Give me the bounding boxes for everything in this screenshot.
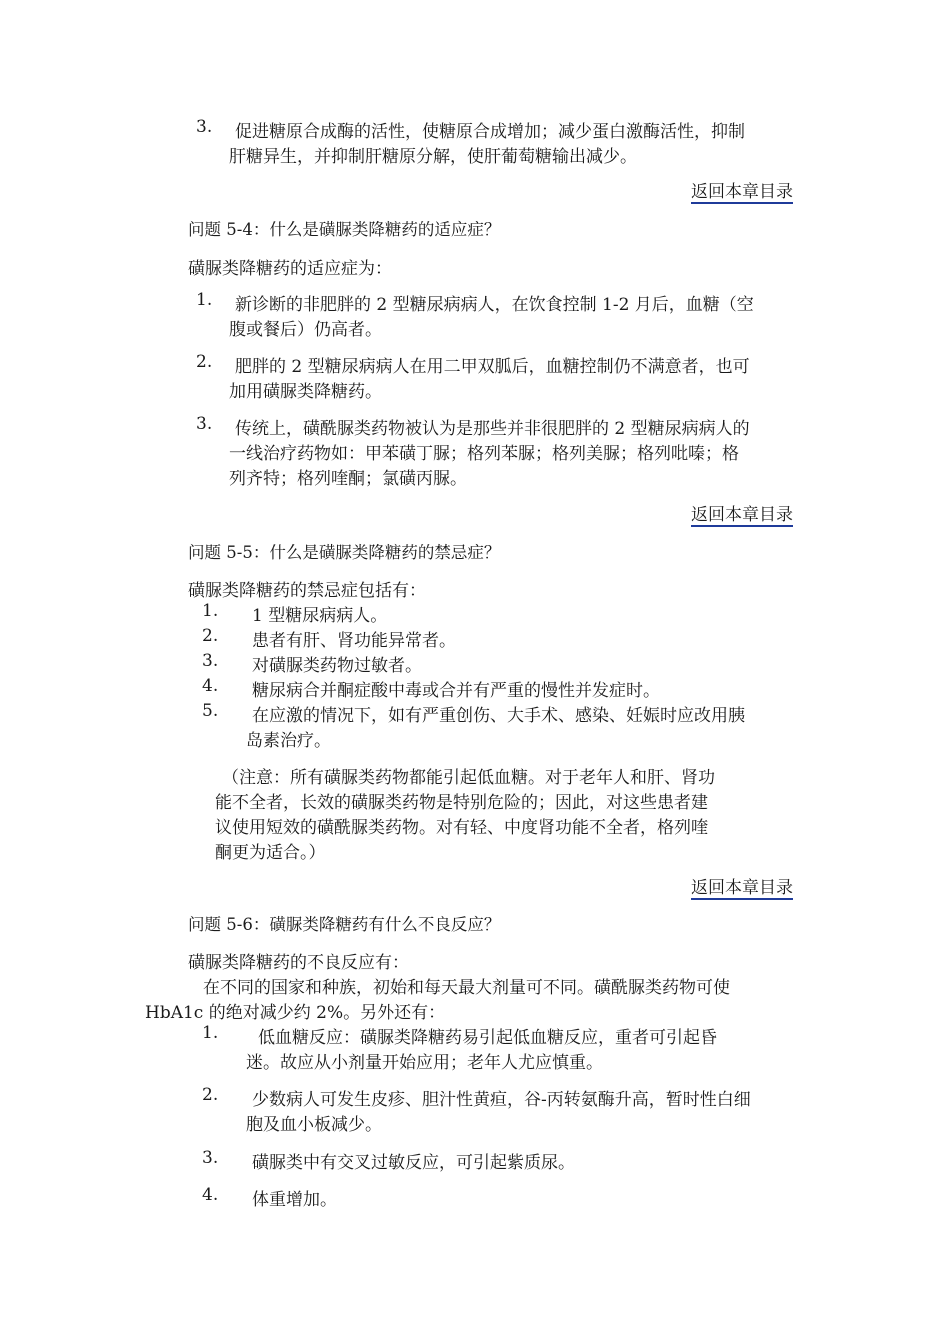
list-item-text: 腹或餐后）仍高者。 xyxy=(229,320,382,340)
return-to-toc-link[interactable]: 返回本章目录 xyxy=(691,505,793,525)
list-number: 2. xyxy=(196,352,213,372)
list-number: 1. xyxy=(202,1023,219,1043)
list-number: 1. xyxy=(196,290,213,310)
list-item-text: 1 型糖尿病病人。 xyxy=(252,606,388,626)
list-number: 3. xyxy=(202,1148,219,1168)
list-item-text: 岛素治疗。 xyxy=(246,731,331,751)
question-heading: 问题 5-4：什么是磺脲类降糖药的适应症？ xyxy=(188,220,501,239)
section-lead: 磺脲类降糖药的禁忌症包括有： xyxy=(188,581,426,601)
list-item-text: 在应激的情况下，如有严重创伤、大手术、感染、妊娠时应改用胰 xyxy=(252,706,745,726)
list-number: 4. xyxy=(202,676,219,696)
list-number: 2. xyxy=(202,626,219,646)
list-number: 3. xyxy=(202,651,219,671)
list-number: 1. xyxy=(202,601,219,621)
list-item-text: 对磺脲类药物过敏者。 xyxy=(252,656,422,676)
list-item-text: 肝糖异生，并抑制肝糖原分解，使肝葡萄糖输出减少。 xyxy=(229,147,637,167)
list-number: 2. xyxy=(202,1085,219,1105)
section-lead: 磺脲类降糖药的不良反应有： xyxy=(188,953,409,973)
list-item-text: 列齐特；格列喹酮；氯磺丙脲。 xyxy=(229,469,467,489)
list-item-text: 体重增加。 xyxy=(252,1190,337,1210)
list-item-text: 促进糖原合成酶的活性，使糖原合成增加；减少蛋白激酶活性，抑制 xyxy=(235,122,745,142)
list-item-text: 糖尿病合并酮症酸中毒或合并有严重的慢性并发症时。 xyxy=(252,681,660,701)
list-item-text: 新诊断的非肥胖的 2 型糖尿病病人，在饮食控制 1-2 月后，血糖（空 xyxy=(235,295,754,315)
list-item-text: 磺脲类中有交叉过敏反应，可引起紫质尿。 xyxy=(252,1153,575,1173)
section-lead: 磺脲类降糖药的适应症为： xyxy=(188,259,392,279)
return-to-toc-link[interactable]: 返回本章目录 xyxy=(691,878,793,898)
list-item-text: 低血糖反应：磺脲类降糖药易引起低血糖反应，重者可引起昏 xyxy=(258,1028,717,1048)
list-item-text: 传统上，磺酰脲类药物被认为是那些并非很肥胖的 2 型糖尿病病人的 xyxy=(235,419,750,439)
note-text: 能不全者，长效的磺脲类药物是特别危险的；因此，对这些患者建 xyxy=(215,793,708,813)
list-item-text: 一线治疗药物如：甲苯磺丁脲；格列苯脲；格列美脲；格列吡嗪；格 xyxy=(229,444,739,464)
list-number: 3. xyxy=(196,117,213,137)
paragraph-text: 在不同的国家和种族，初始和每天最大剂量可不同。磺酰脲类药物可使 xyxy=(203,978,730,998)
list-number: 3. xyxy=(196,414,213,434)
list-item-text: 少数病人可发生皮疹、胆汁性黄疸，谷-丙转氨酶升高，暂时性白细 xyxy=(252,1090,751,1110)
note-text: 议使用短效的磺酰脲类药物。对有轻、中度肾功能不全者，格列喹 xyxy=(215,818,708,838)
question-heading: 问题 5-5：什么是磺脲类降糖药的禁忌症？ xyxy=(188,543,501,562)
list-item-text: 迷。故应从小剂量开始应用；老年人尤应慎重。 xyxy=(246,1053,603,1073)
note-text: （注意：所有磺脲类药物都能引起低血糖。对于老年人和肝、肾功 xyxy=(222,768,715,788)
question-heading: 问题 5-6：磺脲类降糖药有什么不良反应？ xyxy=(188,915,501,934)
list-number: 4. xyxy=(202,1185,219,1205)
list-item-text: 胞及血小板减少。 xyxy=(246,1115,382,1135)
return-to-toc-link[interactable]: 返回本章目录 xyxy=(691,182,793,202)
note-text: 酮更为适合。） xyxy=(215,843,326,863)
list-number: 5. xyxy=(202,701,219,721)
paragraph-text: HbA1c 的绝对减少约 2%。另外还有： xyxy=(145,1003,446,1023)
list-item-text: 肥胖的 2 型糖尿病病人在用二甲双胍后，血糖控制仍不满意者，也可 xyxy=(235,357,750,377)
list-item-text: 加用磺脲类降糖药。 xyxy=(229,382,382,402)
list-item-text: 患者有肝、肾功能异常者。 xyxy=(252,631,456,651)
